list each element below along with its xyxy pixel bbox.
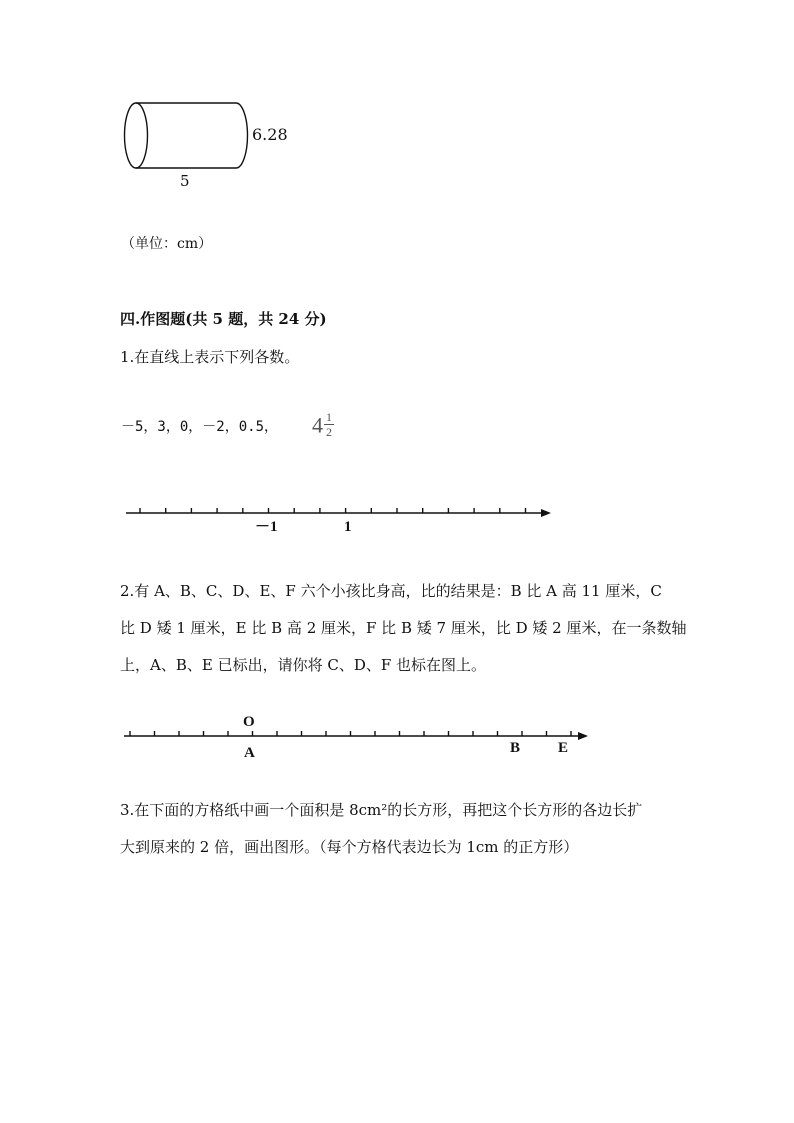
cylinder-height-label: 6.28 [252, 125, 288, 144]
q1-number-list: －5，3，0，－2，0.5， [121, 419, 279, 435]
mixed-number-numerator: 1 [326, 410, 332, 424]
q1-axis-ticks [140, 508, 526, 513]
q2-axis-label-a: A [244, 745, 255, 761]
q1-number-line [120, 500, 560, 540]
q1-axis-arrow [541, 509, 551, 517]
q1-prompt: 1.在直线上表示下列各数。 [120, 348, 300, 366]
cylinder-right-arc [236, 103, 248, 168]
cylinder-figure [115, 92, 315, 202]
q1-mixed-number [312, 410, 334, 441]
q2-axis-label-e: E [558, 740, 569, 756]
unit-note: （单位：cm） [121, 236, 213, 252]
q1-axis-label-one: 1 [344, 519, 352, 535]
q2-axis-label-b: B [510, 740, 521, 756]
q2-line-2: 比 D 矮 1 厘米，E 比 B 高 2 厘米，F 比 B 矮 7 厘米，比 D 矮 2 厘米，在一条数轴 [120, 619, 687, 637]
mixed-number-fraction [324, 411, 334, 438]
cylinder-length-label: 5 [180, 172, 190, 190]
q3-line-2: 大到原来的 2 倍，画出图形。（每个方格代表边长为 1cm 的正方形） [120, 838, 579, 856]
q2-line-3: 上，A、B、E 已标出，请你将 C、D、F 也标在图上。 [120, 656, 487, 674]
mixed-number-denominator: 2 [326, 425, 332, 439]
q3-line-1: 3.在下面的方格纸中画一个面积是 8cm²的长方形，再把这个长方形的各边长扩 [120, 801, 643, 819]
section-heading: 四.作图题(共 5 题，共 24 分) [120, 310, 327, 328]
q2-axis-label-origin: O [243, 714, 255, 730]
cylinder-left-face [125, 103, 148, 168]
q1-axis-label-neg-one: －1 [255, 519, 278, 535]
q2-line-1: 2.有 A、B、C、D、E、F 六个小孩比身高，比的结果是：B 比 A 高 11 厘米，C [120, 582, 662, 600]
q2-axis-arrow [578, 732, 588, 740]
q2-axis-ticks [130, 731, 571, 736]
mixed-number-whole: 4 [312, 412, 323, 438]
q2-number-line [118, 710, 598, 770]
